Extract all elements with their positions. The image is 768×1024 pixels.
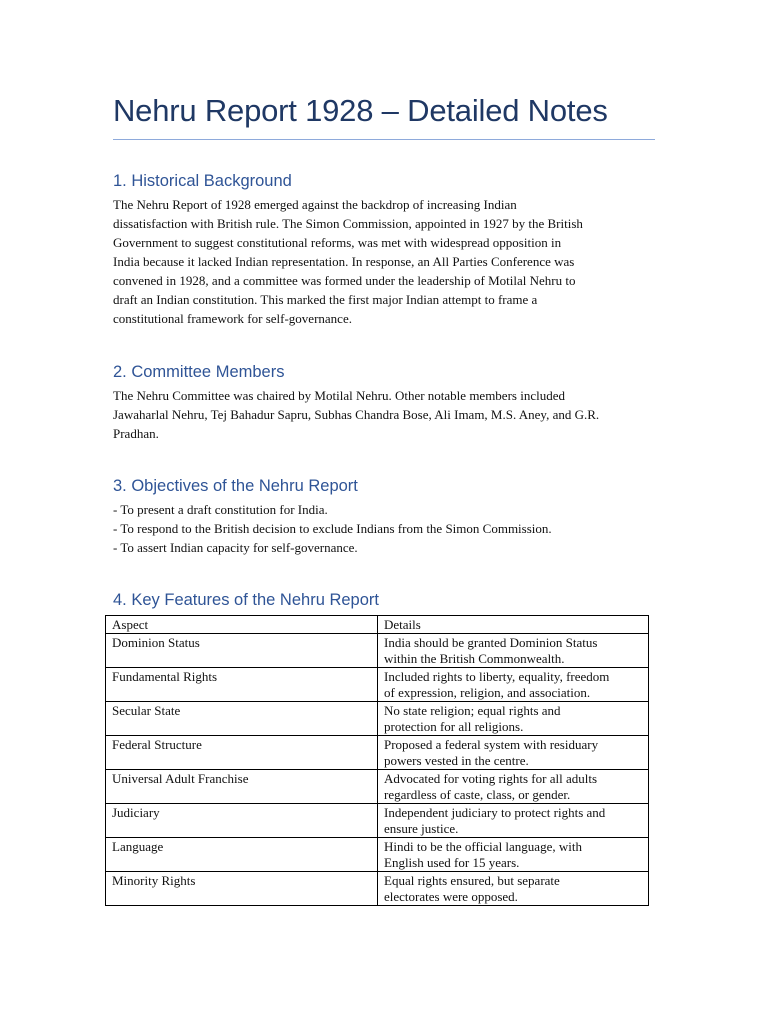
details-line: of expression, religion, and association. [384,685,591,700]
table-row [106,736,649,770]
details-line: English used for 15 years. [384,855,520,870]
details-line: Independent judiciary to protect rights and [384,805,606,820]
list-objectives [113,500,658,557]
text-line: The Nehru Report of 1928 emerged against the backdrop of increasing Indian [113,197,517,212]
column-header-details: Details [378,616,649,634]
page-title: Nehru Report 1928 – Detailed Notes [113,93,608,128]
key-features-table [105,615,649,906]
list-item: - To respond to the British decision to exclude Indians from the Simon Commission. [113,521,552,536]
details-cell [378,872,649,906]
aspect-cell: Minority Rights [106,872,378,906]
heading-committee-members: 2. Committee Members [113,363,285,381]
details-cell [378,702,649,736]
list-item: - To present a draft constitution for India. [113,502,328,517]
text-line: constitutional framework for self-governance. [113,311,352,326]
details-cell [378,838,649,872]
aspect-cell: Secular State [106,702,378,736]
aspect-cell: Language [106,838,378,872]
details-line: regardless of caste, class, or gender. [384,787,571,802]
paragraph-committee-members [113,386,658,443]
details-cell [378,804,649,838]
paragraph-historical-background [113,195,658,328]
heading-objectives: 3. Objectives of the Nehru Report [113,477,358,495]
text-line: Government to suggest constitutional reforms, was met with widespread opposition in [113,235,562,250]
table-row [106,804,649,838]
details-line: Included rights to liberty, equality, freedom [384,669,610,684]
aspect-cell: Universal Adult Franchise [106,770,378,804]
details-line: India should be granted Dominion Status [384,635,598,650]
details-line: powers vested in the centre. [384,753,529,768]
details-line: Hindi to be the official language, with [384,839,582,854]
text-line: The Nehru Committee was chaired by Motilal Nehru. Other notable members included [113,388,565,403]
details-line: electorates were opposed. [384,889,518,904]
text-line: India because it lacked Indian representation. In response, an All Parties Conference was [113,254,575,269]
aspect-cell: Judiciary [106,804,378,838]
details-line: Equal rights ensured, but separate [384,873,560,888]
details-cell [378,634,649,668]
details-line: within the British Commonwealth. [384,651,565,666]
details-line: No state religion; equal rights and [384,703,561,718]
table-row [106,770,649,804]
table-row [106,668,649,702]
table-row [106,702,649,736]
heading-historical-background: 1. Historical Background [113,172,292,190]
text-line: Pradhan. [113,426,159,441]
details-line: ensure justice. [384,821,459,836]
table-header-row [106,616,649,634]
table-row [106,838,649,872]
details-cell [378,770,649,804]
details-cell [378,736,649,770]
details-line: Advocated for voting rights for all adults [384,771,598,786]
list-item: - To assert Indian capacity for self-governance. [113,540,358,555]
text-line: draft an Indian constitution. This marked the first major Indian attempt to frame a [113,292,538,307]
aspect-cell: Federal Structure [106,736,378,770]
heading-key-features: 4. Key Features of the Nehru Report [113,591,379,609]
table-row [106,634,649,668]
text-line: dissatisfaction with British rule. The Simon Commission, appointed in 1927 by the British [113,216,583,231]
column-header-aspect: Aspect [106,616,378,634]
details-line: Proposed a federal system with residuary [384,737,599,752]
table-row [106,872,649,906]
aspect-cell: Dominion Status [106,634,378,668]
title-underline [113,139,655,140]
aspect-cell: Fundamental Rights [106,668,378,702]
details-cell [378,668,649,702]
details-line: protection for all religions. [384,719,524,734]
text-line: Jawaharlal Nehru, Tej Bahadur Sapru, Subhas Chandra Bose, Ali Imam, M.S. Aney, and G.R. [113,407,600,422]
text-line: convened in 1928, and a committee was formed under the leadership of Motilal Nehru to [113,273,576,288]
